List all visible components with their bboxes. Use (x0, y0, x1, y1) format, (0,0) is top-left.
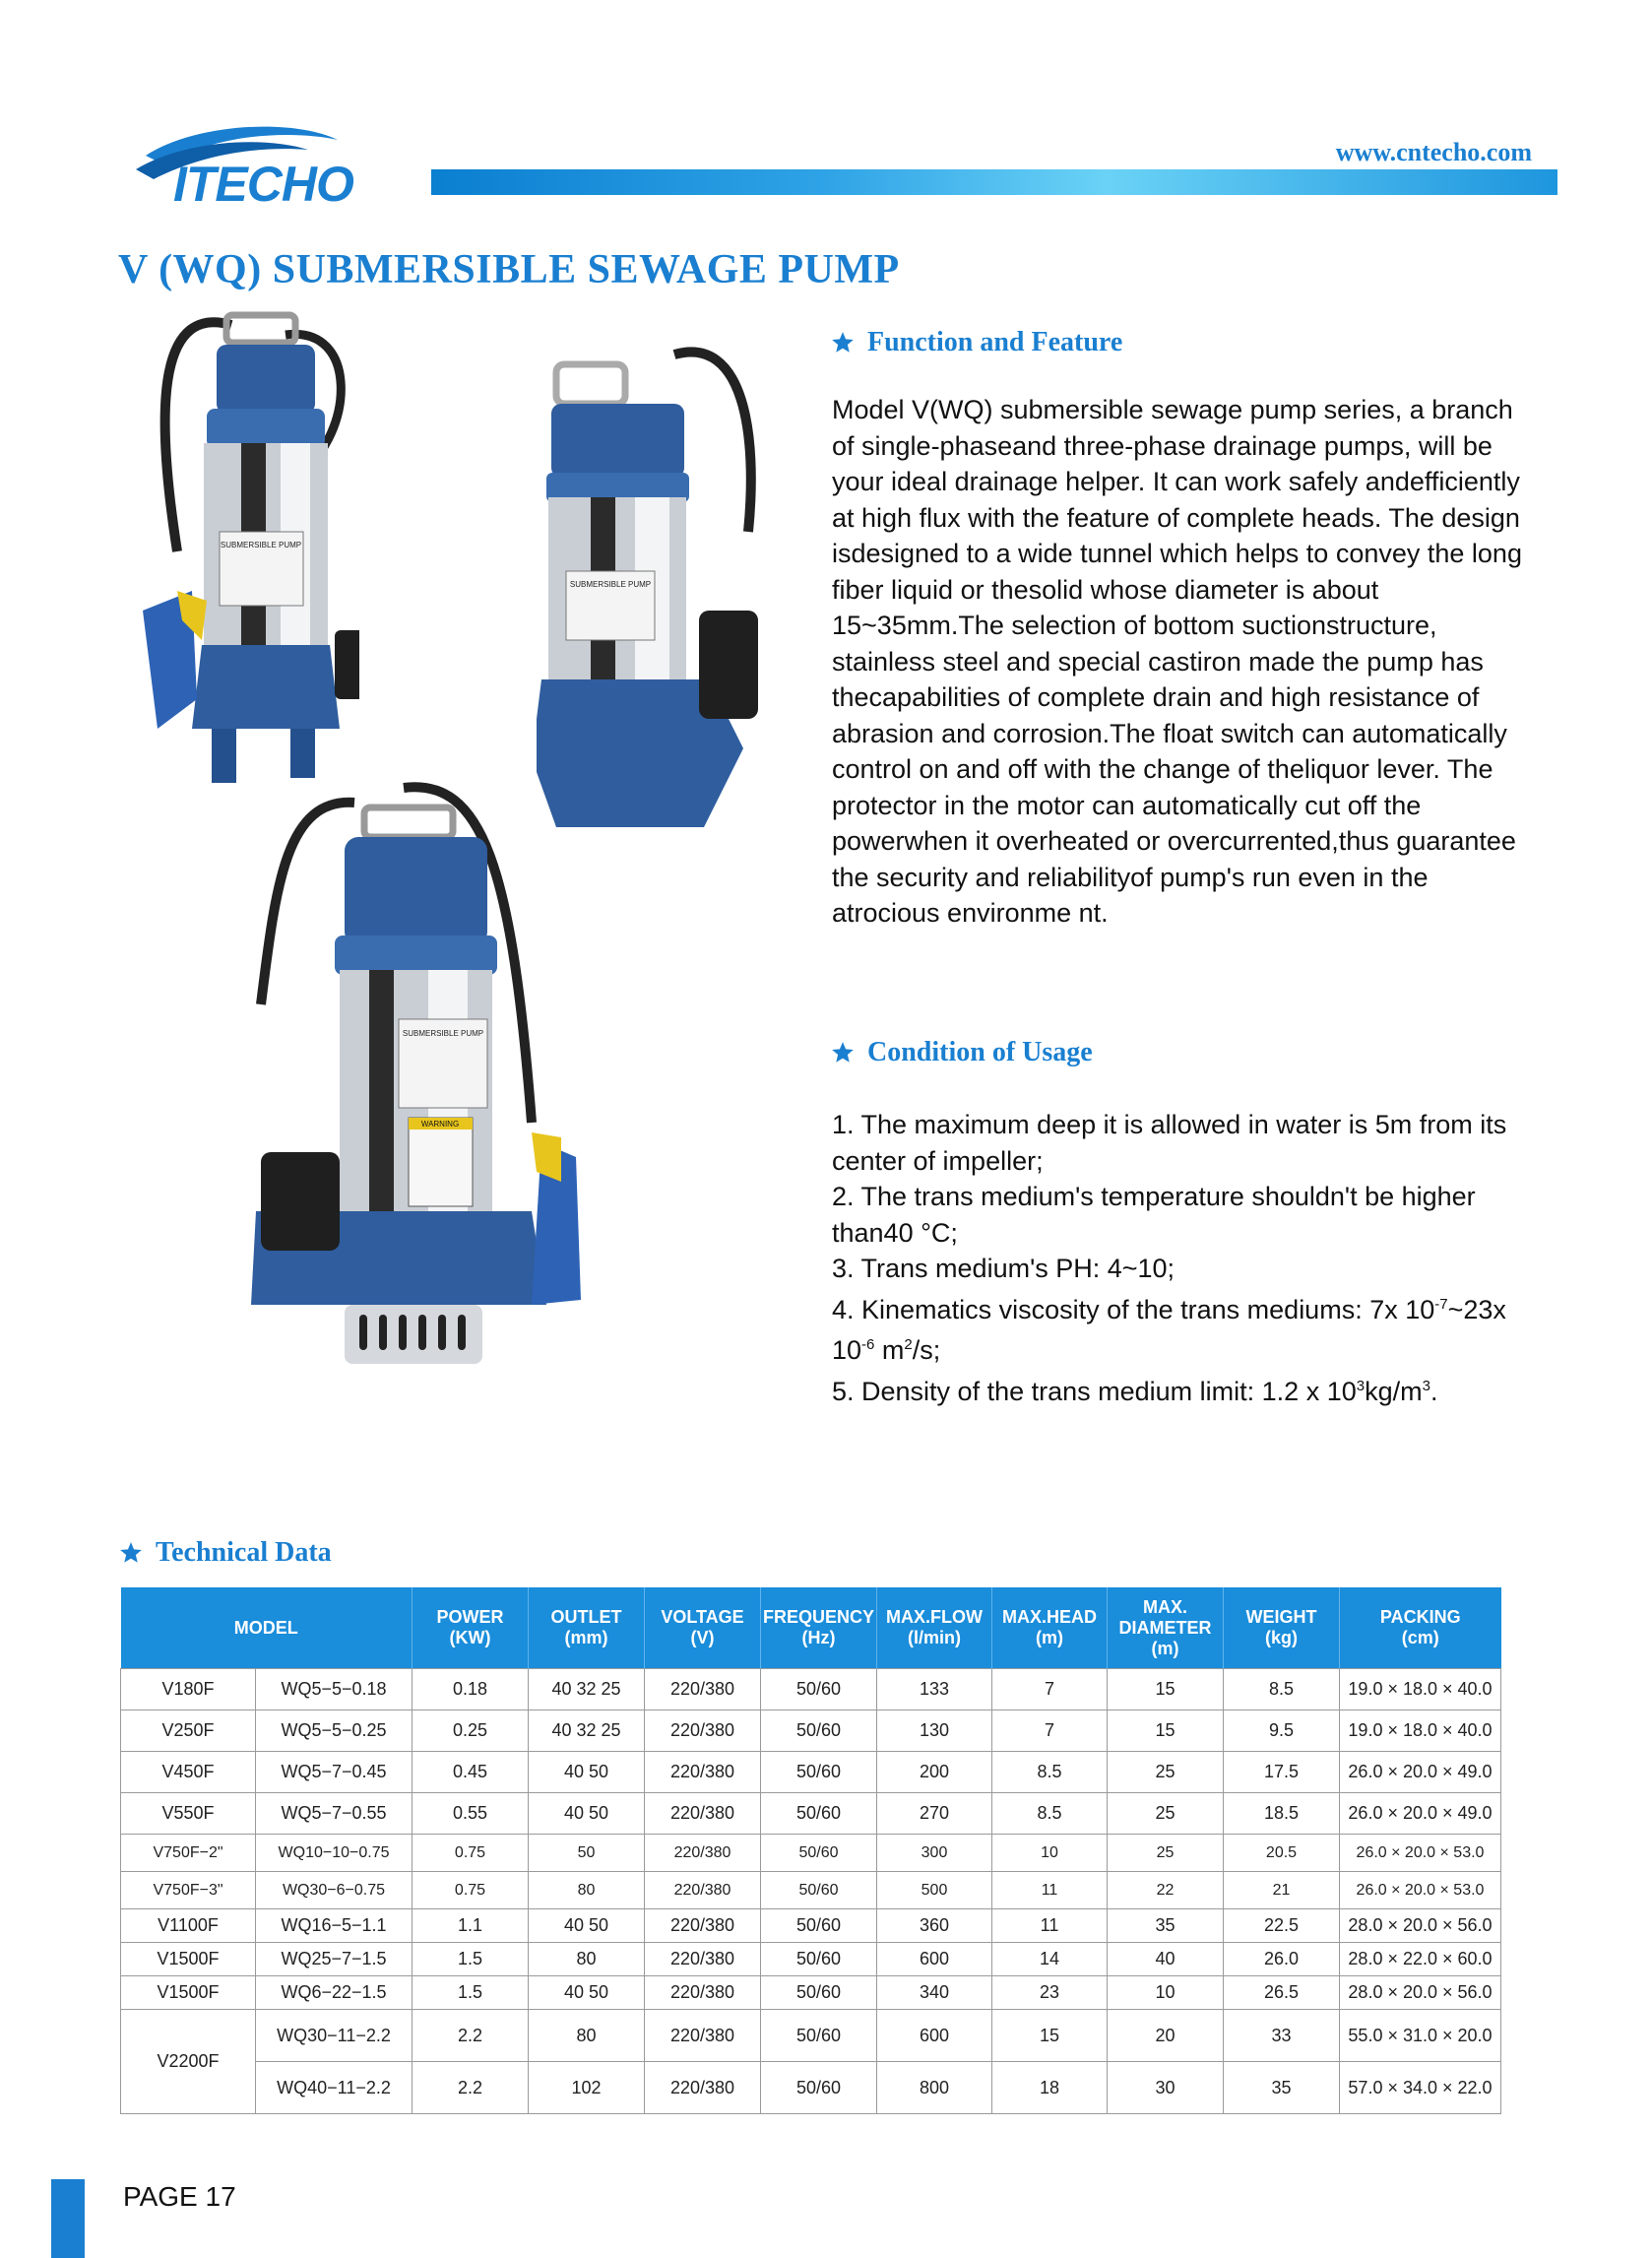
header-model: MODEL (121, 1587, 413, 1669)
technical-data-heading (118, 1537, 332, 1569)
table-row: V250F WQ5−5−0.25 0.25 40 32 25 220/380 50/60 130 7 15 9.5 19.0 × 18.0 × 40.0 (121, 1710, 1501, 1752)
header-max-flow: MAX.FLOW (l/min) (877, 1587, 992, 1669)
function-feature-title: Function and Feature (867, 327, 1123, 357)
header-max-diameter: MAX. DIAMETER (m) (1108, 1587, 1224, 1669)
table-row: WQ40−11−2.2 2.2 102 220/380 50/60 800 18 30 35 57.0 × 34.0 × 22.0 (121, 2062, 1501, 2114)
svg-text:SUBMERSIBLE PUMP: SUBMERSIBLE PUMP (220, 541, 302, 549)
star-bullet-icon (118, 1540, 144, 1566)
itecho-logo (126, 118, 421, 207)
page-marker-bar (51, 2179, 85, 2258)
technical-data-table (120, 1587, 1501, 2114)
svg-text:SUBMERSIBLE PUMP: SUBMERSIBLE PUMP (402, 1029, 484, 1038)
condition-usage-heading (830, 1037, 1093, 1068)
table-row: V180F WQ5−5−0.18 0.18 40 32 25 220/380 50/60 133 7 15 8.5 19.0 × 18.0 × 40.0 (121, 1669, 1501, 1710)
table-row: V1500F WQ25−7−1.5 1.5 80 220/380 50/60 600 14 40 26.0 28.0 × 22.0 × 60.0 (121, 1943, 1501, 1976)
star-bullet-icon (830, 330, 856, 355)
star-bullet-icon (830, 1040, 856, 1065)
function-feature-heading (830, 327, 1122, 358)
header-outlet: OUTLET (mm) (529, 1587, 645, 1669)
condition-usage-title: Condition of Usage (867, 1037, 1093, 1067)
table-row: V1500F WQ6−22−1.5 1.5 40 50 220/380 50/60 340 23 10 26.5 28.0 × 20.0 × 56.0 (121, 1976, 1501, 2010)
page-number: PAGE 17 (123, 2181, 236, 2212)
header-power: POWER (KW) (413, 1587, 529, 1669)
website-url[interactable]: www.cntecho.com (1335, 138, 1532, 166)
page-title: V (WQ) SUBMERSIBLE SEWAGE PUMP (118, 247, 900, 292)
pump-image-2 (537, 335, 778, 837)
header-packing: PACKING (cm) (1340, 1587, 1501, 1669)
svg-text:SUBMERSIBLE PUMP: SUBMERSIBLE PUMP (569, 580, 652, 589)
header-weight: WEIGHT (kg) (1224, 1587, 1340, 1669)
logo-text: ITECHO (173, 157, 353, 207)
condition-usage-list: 1. The maximum deep it is allowed in water is 5m from its center of impeller; 2. The trans medium's temperature shouldn't be higher than40 °C; 3. Trans medium's PH: 4~10; 4. Kinematics viscosity of the trans mediums: 7x $10^{-7}\sim 23x$ $10^{-6}$ $m^2/s$; 5. Density of the trans medium limit: 1.2 x $10^3kg/m^3$. (832, 1110, 1507, 1406)
svg-text:WARNING: WARNING (420, 1120, 460, 1129)
function-feature-paragraph: Model V(WQ) submersible sewage pump series, a branch of single-phaseand three-phase drainage pumps, will be your ideal drainage helper. It can work safely andefficiently at high flux with the feature of complete heads. The design isdesigned to a wide tunnel which helps to convey the long fiber liquid or thesolid whose diameter is about 15~35mm.The selection of bottom suctionstructure, stainless steel and special castiron made the pump has thecapabilities of complete drain and high resistance of abrasion and corrosion.The float switch can automatically control on and off with the change of theliquor lever. The protector in the motor can automatically cut off the powerwhen it overheated or overcurrented,thus guarantee the security and reliabilityof pump's run even in the atrocious environme nt. (832, 395, 1522, 928)
technical-data-title: Technical Data (156, 1537, 332, 1568)
pump-image-1 (133, 295, 359, 807)
header-max-head: MAX.HEAD (m) (992, 1587, 1108, 1669)
header-voltage: VOLTAGE (V) (645, 1587, 761, 1669)
table-row: V550F WQ5−7−0.55 0.55 40 50 220/380 50/60 270 8.5 25 18.5 26.0 × 20.0 × 49.0 (121, 1793, 1501, 1835)
table-row: V750F−3" WQ30−6−0.75 0.75 80 220/380 50/60 500 11 22 21 26.0 × 20.0 × 53.0 (121, 1872, 1501, 1909)
table-row: V1100F WQ16−5−1.1 1.1 40 50 220/380 50/60 360 11 35 22.5 28.0 × 20.0 × 56.0 (121, 1909, 1501, 1943)
table-row: V750F−2" WQ10−10−0.75 0.75 50 220/380 50/60 300 10 25 20.5 26.0 × 20.0 × 53.0 (121, 1835, 1501, 1872)
table-header-row (121, 1587, 1501, 1669)
pump-image-3 (236, 768, 591, 1374)
table-row: V450F WQ5−7−0.45 0.45 40 50 220/380 50/60 200 8.5 25 17.5 26.0 × 20.0 × 49.0 (121, 1752, 1501, 1793)
header-gradient-bar (431, 169, 1557, 195)
header-frequency: FREQUENCY (Hz) (761, 1587, 877, 1669)
table-row: V2200F WQ30−11−2.2 2.2 80 220/380 50/60 600 15 20 33 55.0 × 31.0 × 20.0 (121, 2010, 1501, 2062)
